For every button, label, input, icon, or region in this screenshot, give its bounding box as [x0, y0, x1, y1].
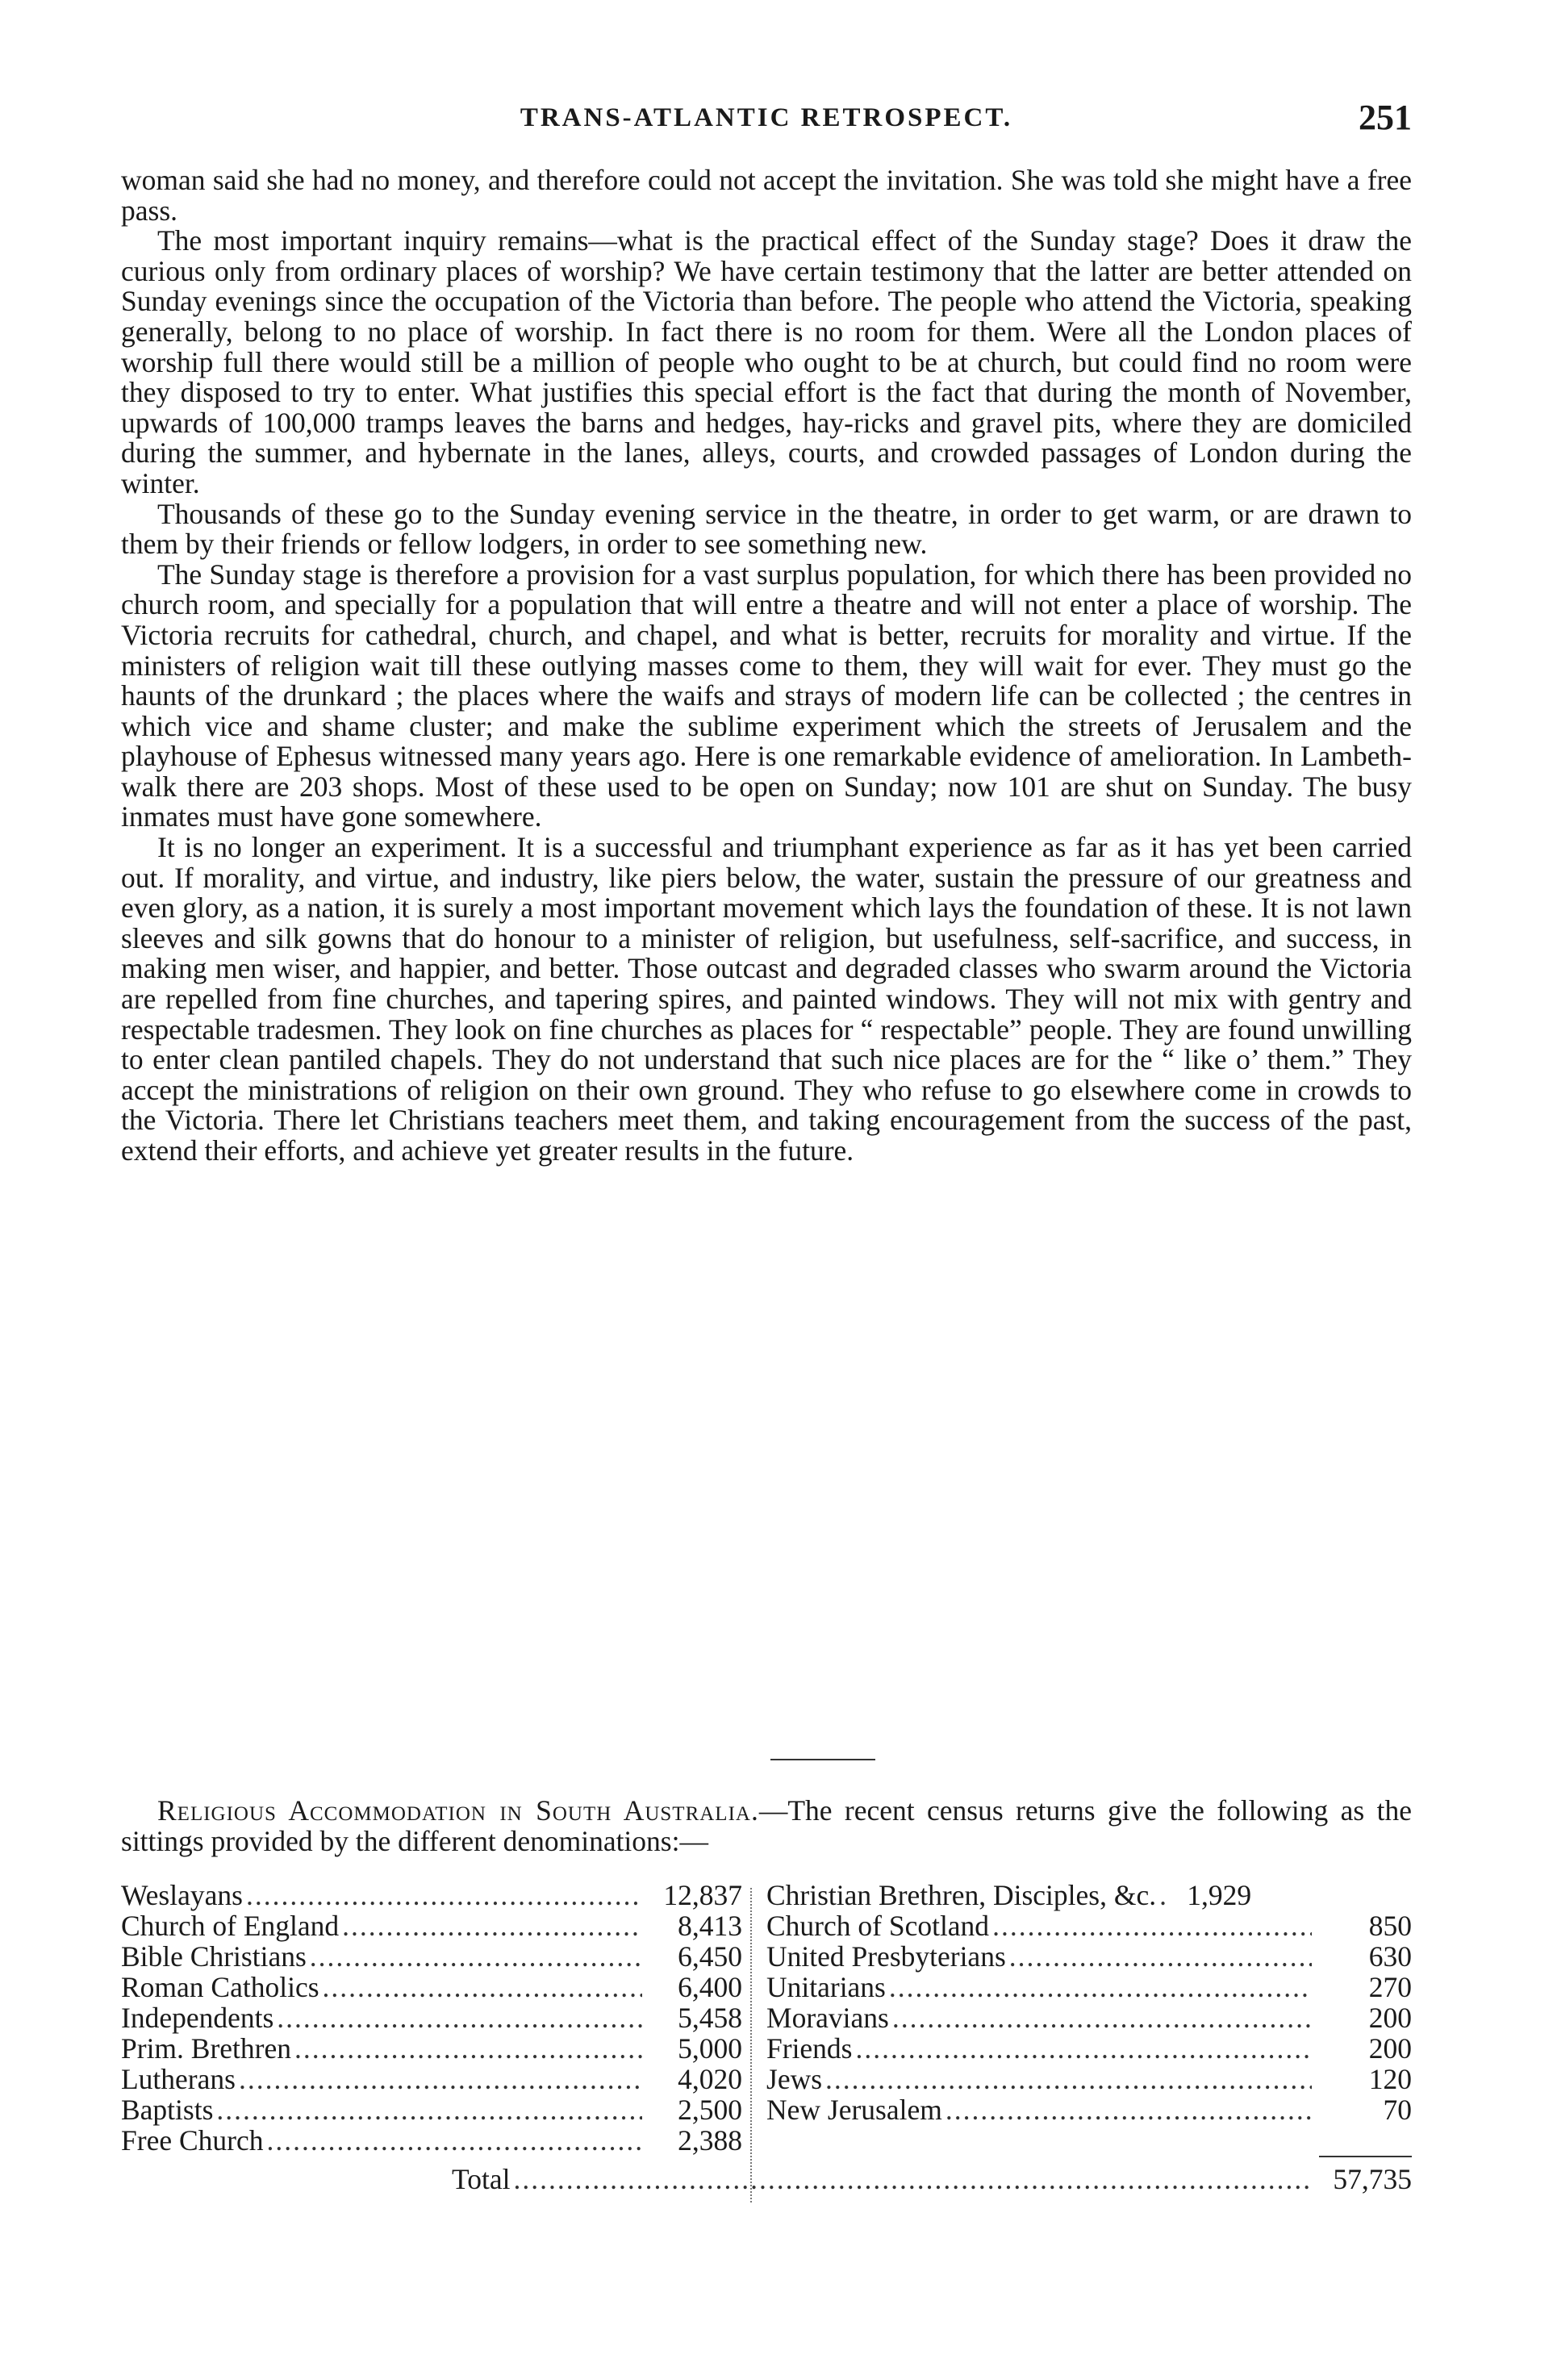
dot-leader — [992, 1910, 1312, 1941]
denomination-name: Baptists — [121, 2094, 214, 2126]
dot-leader — [1009, 1941, 1312, 1972]
total-value: 57,735 — [1333, 2163, 1412, 2195]
section-intro-paragraph — [121, 1795, 1412, 1856]
table-row — [766, 1880, 1412, 1910]
table-row — [766, 2002, 1412, 2033]
paragraph-2: The most important inquiry remains—what is the practical effect of the Sunday stage? Does it draw the curious only from ordinary places of worship? We have certain testimony that the latter are better attended on Sunday evenings since the occupation of the Victoria than before. The people who attend the Victoria, speaking generally, belong to no place of worship. In fact there is no room for them. Were all the London places of worship full there would still be a million of people who ought to be at church, but could find no room were they disposed to try to enter. What justifies this special effort is the fact that during the month of November, upwards of 100,000 tramps leaves the barns and hedges, hay-ricks and gravel pits, where they are domiciled during the summer, and hybernate in the lanes, alleys, courts, and crowded passages of London during the winter. — [121, 224, 1412, 499]
census-section — [121, 1795, 1412, 1856]
denomination-name: Prim. Brethren — [121, 2032, 291, 2065]
sittings-value: 200 — [1368, 2002, 1412, 2034]
table-row — [121, 1972, 742, 2002]
column-divider — [750, 1888, 752, 2203]
table-row — [766, 2064, 1412, 2094]
total-row-line — [452, 2164, 1412, 2194]
sittings-value: 850 — [1368, 1910, 1412, 1942]
table-row — [121, 1941, 742, 1972]
table-right-column — [766, 1880, 1412, 2125]
paragraph-5: It is no longer an experiment. It is a successful and triumphant experience as far as it has yet been carried out. If morality, and virtue, and industry, like piers below, the water, sustain the pressure of our greatness and even glory, as a nation, it is surely a most important movement which lays the foundation of these. It is not lawn sleeves and silk gowns that do honour to a minister of religion, but usefulness, self-sacrifice, and success, in making men wiser, and happier, and better. Those outcast and degraded classes who swarm around the Victoria are repelled from fine churches, and tapering spires, and painted windows. They will not mix with gentry and respectable tradesmen. They look on fine churches as places for “ respectable” people. They are found unwilling to enter clean pantiled chapels. They do not understand that such nice places are for the “ like o’ them.” They accept the ministrations of religion on their own ground. They who refuse to go elsewhere come in crowds to the Victoria. There let Christians teachers meet them, and taking encouragement from the success of the past, extend their efforts, and achieve yet greater results in the future. — [121, 831, 1412, 1167]
dot-leader — [323, 1972, 642, 2002]
dot-leader — [342, 1910, 642, 1941]
table-row — [766, 2033, 1412, 2064]
dot-leader — [294, 2033, 642, 2064]
total-label: Total — [452, 2163, 511, 2195]
denomination-name: Bible Christians — [121, 1940, 307, 1973]
table-row — [121, 2002, 742, 2033]
sittings-value: 12,837 — [663, 1879, 742, 1911]
dot-leader — [277, 2002, 642, 2033]
section-divider — [770, 1759, 875, 1760]
denomination-name: Church of England — [121, 1910, 340, 1942]
dot-leader — [892, 2002, 1312, 2033]
section-intro: —The recent census returns give the following as the sittings provided by the different denominations:— — [121, 1794, 1412, 1857]
table-row — [766, 1910, 1412, 1941]
paragraph-3: Thousands of these go to the Sunday evening service in the theatre, in order to get warm, or are drawn to them by their friends or fellow lodgers, in order to see something new. — [121, 497, 1412, 561]
table-row — [766, 1941, 1412, 1972]
dot-leader — [856, 2033, 1313, 2064]
denomination-name: Lutherans — [121, 2063, 236, 2095]
denomination-name: Weslayans — [121, 1879, 243, 1911]
sittings-value: 5,458 — [678, 2002, 742, 2034]
table-row — [121, 2125, 742, 2156]
sittings-value: 200 — [1368, 2032, 1412, 2065]
table-row — [121, 1910, 742, 1941]
table-left-column — [121, 1880, 742, 2156]
dot-leader — [216, 2094, 642, 2125]
sittings-value: 4,020 — [678, 2063, 742, 2095]
sittings-value: 70 — [1383, 2094, 1412, 2126]
paragraph-1: woman said she had no money, and therefore could not accept the invitation. She was told she might have a free pass. — [121, 164, 1412, 227]
table-row — [121, 1880, 742, 1910]
denomination-name: Friends — [766, 2032, 853, 2065]
sittings-value: 630 — [1368, 1940, 1412, 1973]
denomination-name: New Jerusalem — [766, 2094, 942, 2126]
table-row — [121, 2094, 742, 2125]
table-row — [121, 2033, 742, 2064]
sittings-value: 2,388 — [678, 2124, 742, 2157]
sittings-value: 8,413 — [678, 1910, 742, 1942]
paragraph-4: The Sunday stage is therefore a provision for a vast surplus population, for which there has been provided no church room, and specially for a population that will entre a theatre and will not enter a place of worship. The Victoria recruits for cathedral, church, and chapel, and what is better, recruits for morality and virtue. If the ministers of religion wait till these outlying masses come to them, they will wait for ever. They must go the haunts of the drunkard ; the places where the waifs and strays of modern life can be collected ; the centres in which vice and shame cluster; and make the sublime experiment which the streets of Jerusalem and the playhouse of Ephesus witnessed many years ago. Here is one remarkable evidence of amelioration. In Lambeth-walk there are 203 shops. Most of these used to be open on Sunday; now 101 are shut on Sunday. The busy inmates must have gone somewhere. — [121, 557, 1412, 833]
running-title: TRANS-ATLANTIC RETROSPECT. — [520, 103, 1013, 132]
dot-leader — [889, 1972, 1312, 2002]
total-row — [452, 2164, 1412, 2194]
denomination-name: Christian Brethren, Disciples, &c. — [766, 1879, 1157, 1911]
dot-leader — [825, 2064, 1312, 2094]
sittings-value: 6,450 — [678, 1940, 742, 1973]
denomination-name: Jews — [766, 2063, 823, 2095]
total-rule — [1319, 2156, 1412, 2157]
sittings-value: 270 — [1368, 1971, 1412, 2003]
sittings-value: 2,500 — [678, 2094, 742, 2126]
sittings-value: 120 — [1368, 2063, 1412, 2095]
sittings-value: 5,000 — [678, 2032, 742, 2065]
denomination-name: Independents — [121, 2002, 274, 2034]
dot-leader — [945, 2094, 1312, 2125]
page-header — [121, 97, 1412, 145]
dot-leader — [239, 2064, 642, 2094]
denomination-name: Roman Catholics — [121, 1971, 319, 2003]
denomination-name: Church of Scotland — [766, 1910, 990, 1942]
dot-leader — [246, 1880, 642, 1910]
denomination-name: Free Church — [121, 2124, 264, 2157]
sittings-value: 6,400 — [678, 1971, 742, 2003]
denomination-name: Moravians — [766, 2002, 889, 2034]
dot-leader — [1159, 1880, 1167, 1910]
dot-leader — [310, 1941, 642, 1972]
table-row — [766, 2094, 1412, 2125]
sittings-value: 1,929 — [1187, 1879, 1252, 1911]
section-heading: Religious Accommodation in South Australia. — [157, 1794, 759, 1827]
denomination-name: United Presbyterians — [766, 1940, 1006, 1973]
page-number: 251 — [1359, 98, 1412, 137]
dot-leader — [266, 2125, 642, 2156]
denomination-name: Unitarians — [766, 1971, 886, 2003]
article-body — [121, 165, 1412, 1167]
table-row — [121, 2064, 742, 2094]
dot-leader — [513, 2164, 1312, 2194]
table-row — [766, 1972, 1412, 2002]
